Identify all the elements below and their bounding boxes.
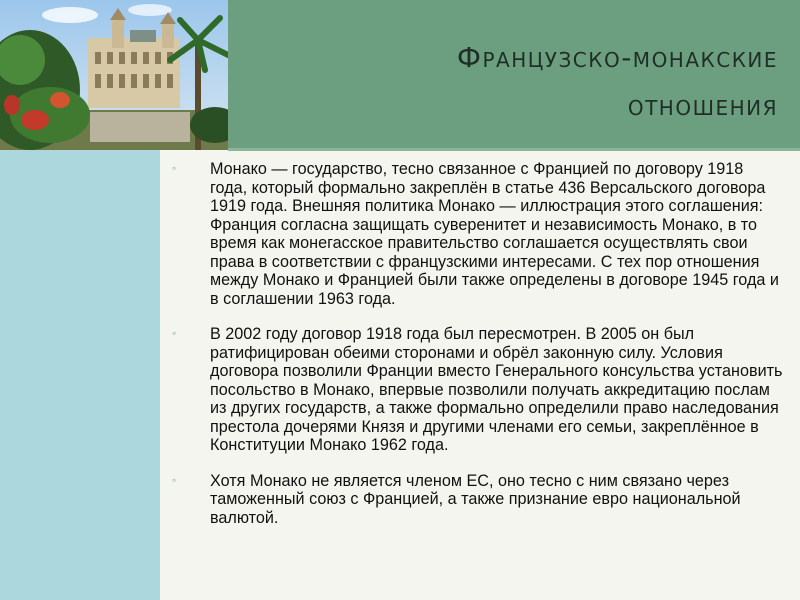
slide-title [258, 34, 778, 130]
monte-carlo-casino-photo [0, 0, 228, 150]
paragraph-text: Хотя Монако не является членом ЕС, оно тесно с ним связано через таможенный союз с Францией, а также признание евро национальной валютой. [210, 471, 741, 527]
header-divider [228, 148, 800, 151]
title-line-2: отношения [627, 89, 778, 122]
casino-photo-illustration [0, 0, 228, 150]
ring-bullet-icon: ◦ [172, 326, 177, 340]
title-banner [0, 0, 800, 150]
title-line-1: Французско-монакские [456, 41, 778, 74]
list-item [172, 160, 784, 308]
paragraph-text: Монако — государство, тесно связанное с Францией по договору 1918 года, который формально закреплён в статье 436 Версальского договора 1919 года. Внешняя политика Монако — иллюстрация этого соглашения: Франция согласна защищать суверенитет и независимость Монако, в то время как монегасское правительство соглашается осуществлять свои права в соответствии с французскими интересами. С тех пор отношения между Монако и Францией были также определены в договоре 1945 года и в соглашении 1963 года. [210, 160, 779, 308]
ring-bullet-icon: ◦ [172, 472, 177, 487]
left-accent-strip [0, 150, 160, 600]
paragraph-text: В 2002 году договор 1918 года был пересмотрен. В 2005 он был ратифицирован обеими сторонами и обрёл законную силу. Условия договора позволили Франции вместо Генерального консульства установить посольство в Монако, впервые позволили получать аккредитацию послам из других государств, а также формально определили право наследования престола дочерями Князя и другими членами его семьи, закреплённое в Конституции Монако 1962 года. [210, 325, 783, 454]
ring-bullet-icon: ◦ [172, 161, 177, 175]
list-item [172, 325, 784, 455]
list-item [172, 472, 784, 528]
slide-body [172, 160, 784, 544]
